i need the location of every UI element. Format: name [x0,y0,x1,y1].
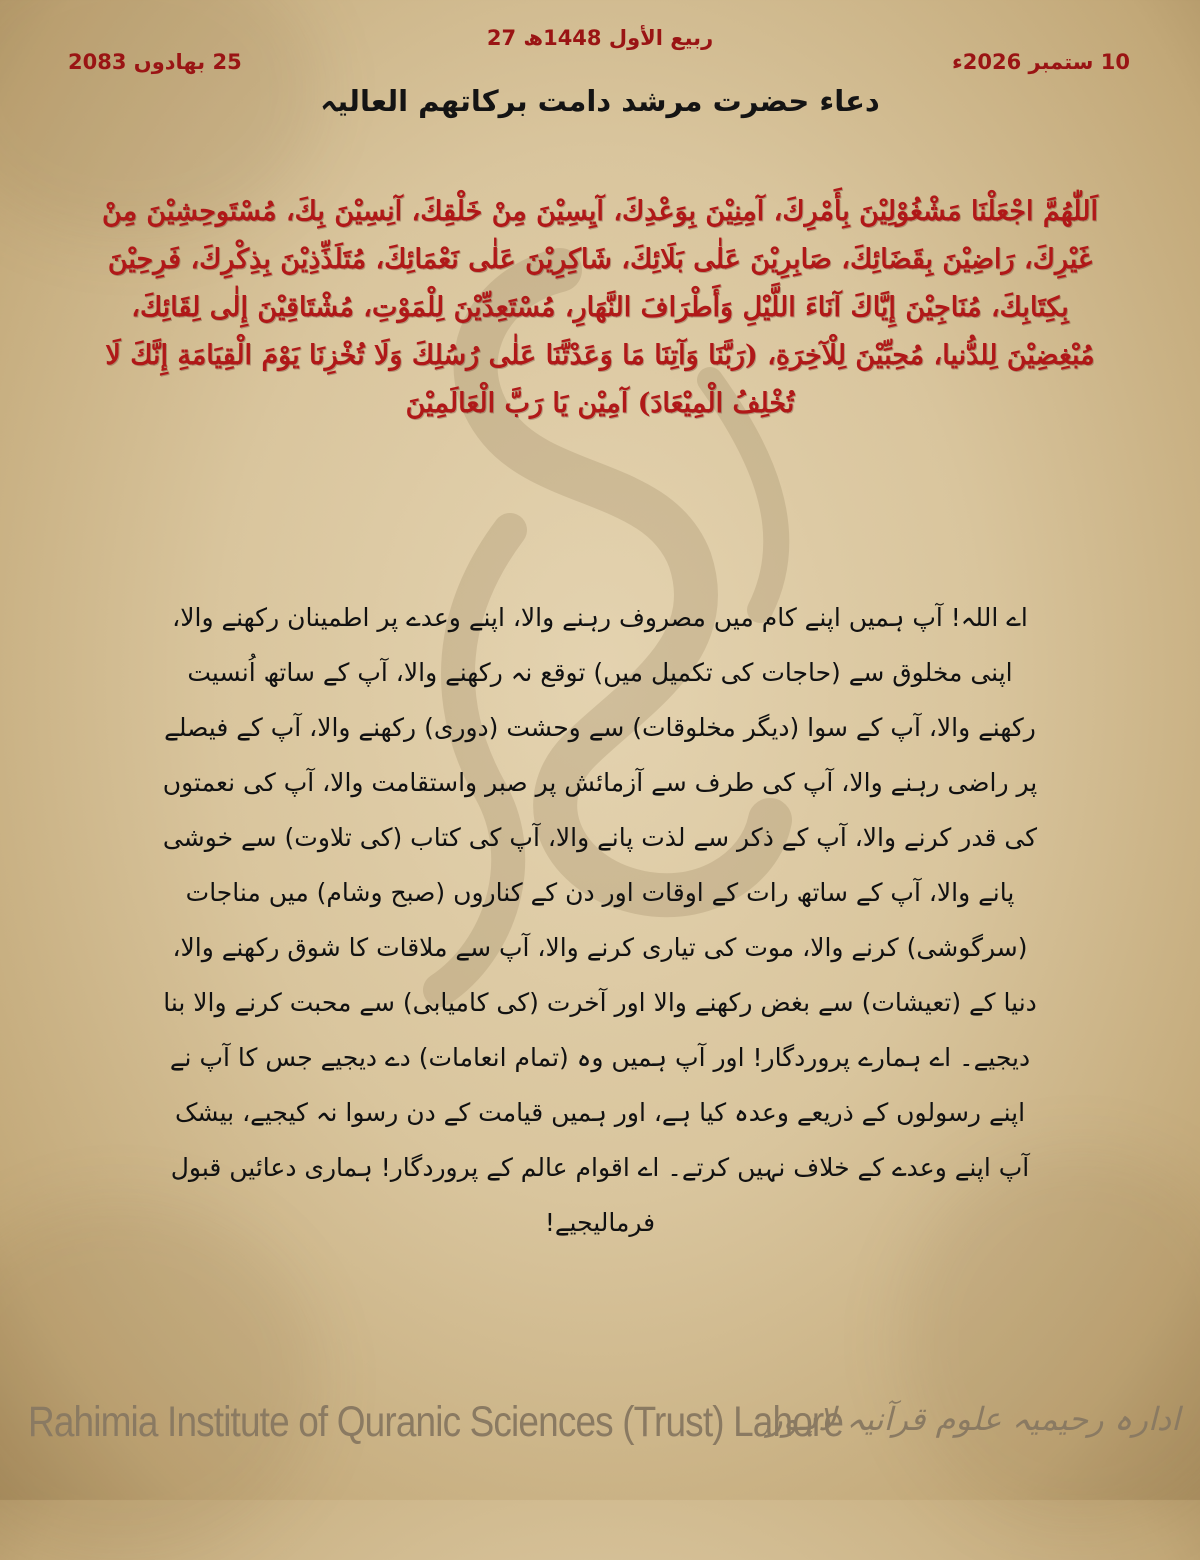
paper-stain [0,1200,320,1560]
arabic-prayer-text: اَللّٰهُمَّ اجْعَلْنَا مَشْغُوْلِيْنَ بِأَمْرِكَ، آمِنِيْنَ بِوَعْدِكَ، آيِسِيْنَ مِنْ خَلْقِكَ، آنِسِيْنَ بِكَ، مُسْتَوحِشِيْنَ مِنْ غَيْرِكَ، رَاضِيْنَ بِقَضَائِكَ، صَابِرِيْنَ عَلٰى بَلَائِكَ، شَاكِرِيْنَ عَلٰى نَعْمَائِكَ، مُتَلَذِّذِيْنَ بِذِكْرِكَ، فَرِحِيْنَ بِكِتَابِكَ، مُنَاجِيْنَ إِيَّاكَ آنَاءَ اللَّيْلِ وَأَطْرَافَ النَّهَارِ، مُسْتَعِدِّيْنَ لِلْمَوْتِ، مُشْتَاقِيْنَ إِلٰى لِقَائِكَ، مُبْغِضِيْنَ لِلدُّنيا، مُحِبِّيْنَ لِلْآخِرَةِ، (رَبَّنَا وَآتِنَا مَا وَعَدْتَّنَا عَلٰى رُسُلِكَ وَلَا تُخْزِنَا يَوْمَ الْقِيَامَةِ إِنَّكَ لَا تُخْلِفُ الْمِيْعَادَ) آمِيْن يَا رَبَّ الْعَالَمِيْنَ [102,196,1098,419]
footer-institute-english: Rahimia Institute of Quranic Sciences (Trust) Lahore [28,1398,844,1446]
footer-institute-urdu-logo: ادارہ رحیمیہ علوم قرآنیہ لاہور [767,1400,1180,1438]
page-title: دعاء حضرت مرشد دامت برکاتھم العالیہ [320,84,880,118]
date-hijri: 27 ربیع الأول 1448ھ [486,26,714,50]
date-gregorian: 10 ستمبر 2026ء [952,50,1130,74]
urdu-translation-text: اے اللہ! آپ ہمیں اپنے کام میں مصروف رہنے والا، اپنے وعدے پر اطمینان رکھنے والا، اپنی مخلوق سے (حاجات کی تکمیل میں) توقع نہ رکھنے والا، آپ کے ساتھ اُنسیت رکھنے والا، آپ کے سوا (دیگر مخلوقات) سے وحشت (دوری) رکھنے والا، آپ کے فیصلے پر راضی رہنے والا، آپ کی طرف سے آزمائش پر صبر واستقامت والا، آپ کی نعمتوں کی قدر کرنے والا، آپ کے ذکر سے لذت پانے والا، آپ کی کتاب (کی تلاوت) سے خوشی پانے والا، آپ کے ساتھ رات کے اوقات اور دن کے کناروں (صبح وشام) میں مناجات (سرگوشی) کرنے والا، موت کی تیاری کرنے والا، آپ سے ملاقات کا شوق رکھنے والا، دنیا کے (تعیشات) سے بغض رکھنے والا اور آخرت (کی کامیابی) سے محبت کرنے والا بنا دیجیے۔ اے ہمارے پروردگار! اور آپ ہمیں وہ (تمام انعامات) دے دیجیے جس کا آپ نے اپنے رسولوں کے ذریعے وعدہ کیا ہے، اور ہمیں قیامت کے دن رسوا نہ کیجیے، بیشک آپ اپنے وعدے کے خلاف نہیں کرتے۔ اے اقوام عالم کے پروردگار! ہماری دعائیں قبول فرمالیجیے! [162,603,1038,1237]
date-vikram: 25 بھادوں 2083 [68,50,242,74]
